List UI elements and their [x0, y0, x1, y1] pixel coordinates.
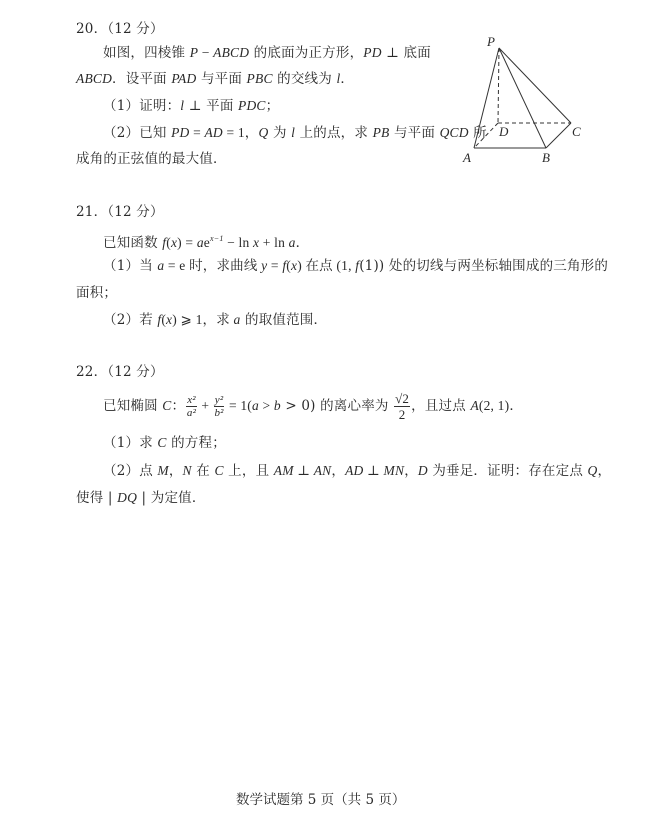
q22-part1: （1）求 C 的方程； [103, 435, 226, 451]
q21-part1-line2: 面积； [76, 285, 118, 301]
pyramid-figure [455, 30, 595, 170]
page-footer: 数学试题第 5 页（共 5 页） [236, 792, 406, 808]
q21-part2: （2）若 f(x) ⩾ 1，求 a 的取值范围． [103, 312, 328, 328]
label-C: C [572, 124, 581, 139]
q21-part1-line1: （1）当 a = e 时，求曲线 y = f(x) 在点 (1, f(1)) 处的切线与两坐标轴围成的三角形的 [103, 258, 609, 274]
q22-part2-line1: （2）点 M，N 在 C 上，且 AM ⊥ AN，AD ⊥ MN，D 为垂足．证明：存在定点 Q， [103, 463, 612, 479]
q20-part2-line2: 成角的正弦值的最大值． [76, 151, 227, 167]
q22-stem: 已知椭圆 C： $\frac{\text{x²}}{\text{a²}}$ + $\frac{\text{y²}}{\text{b²}}$ = 1(a > b > 0) 的离心率为 $\frac{√2}{2}$ ，且过点 A(2, 1)． [103, 391, 524, 422]
q20-part1: （1）证明：l ⊥ 平面 PDC； [103, 98, 280, 114]
q21-stem: 已知函数 $f(x) = ae^{x-1} - \ln x + \ln a$． [103, 234, 310, 251]
q20-header: 20．（12 分） [76, 21, 164, 37]
label-B: B [542, 150, 550, 165]
q20-stem-line1: 如图，四棱锥 P − ABCD 的底面为正方形，PD ⊥ 底面 [103, 45, 431, 61]
fraction-sqrt2-2: $\frac{√2}{2}$ [395, 391, 410, 422]
label-P: P [487, 34, 495, 49]
fraction-x2-a2: $\frac{\text{x²}}{\text{a²}}$ [186, 394, 197, 419]
q20-part2-line1: （2）已知 PD = AD = 1，Q 为 l 上的点，求 PB 与平面 QCD 所 [103, 125, 487, 141]
fraction-y2-b2: $\frac{\text{y²}}{\text{b²}}$ [214, 394, 224, 419]
pyramid-diagram [455, 30, 595, 170]
label-A: A [463, 150, 471, 165]
label-D: D [499, 124, 509, 139]
q22-part2-line2: 使得 | DQ | 为定值． [76, 490, 206, 506]
q20-stem-line2: ABCD．设平面 PAD 与平面 PBC 的交线为 l． [76, 71, 355, 87]
q21-header: 21．（12 分） [76, 204, 164, 220]
q22-header: 22．（12 分） [76, 364, 164, 380]
